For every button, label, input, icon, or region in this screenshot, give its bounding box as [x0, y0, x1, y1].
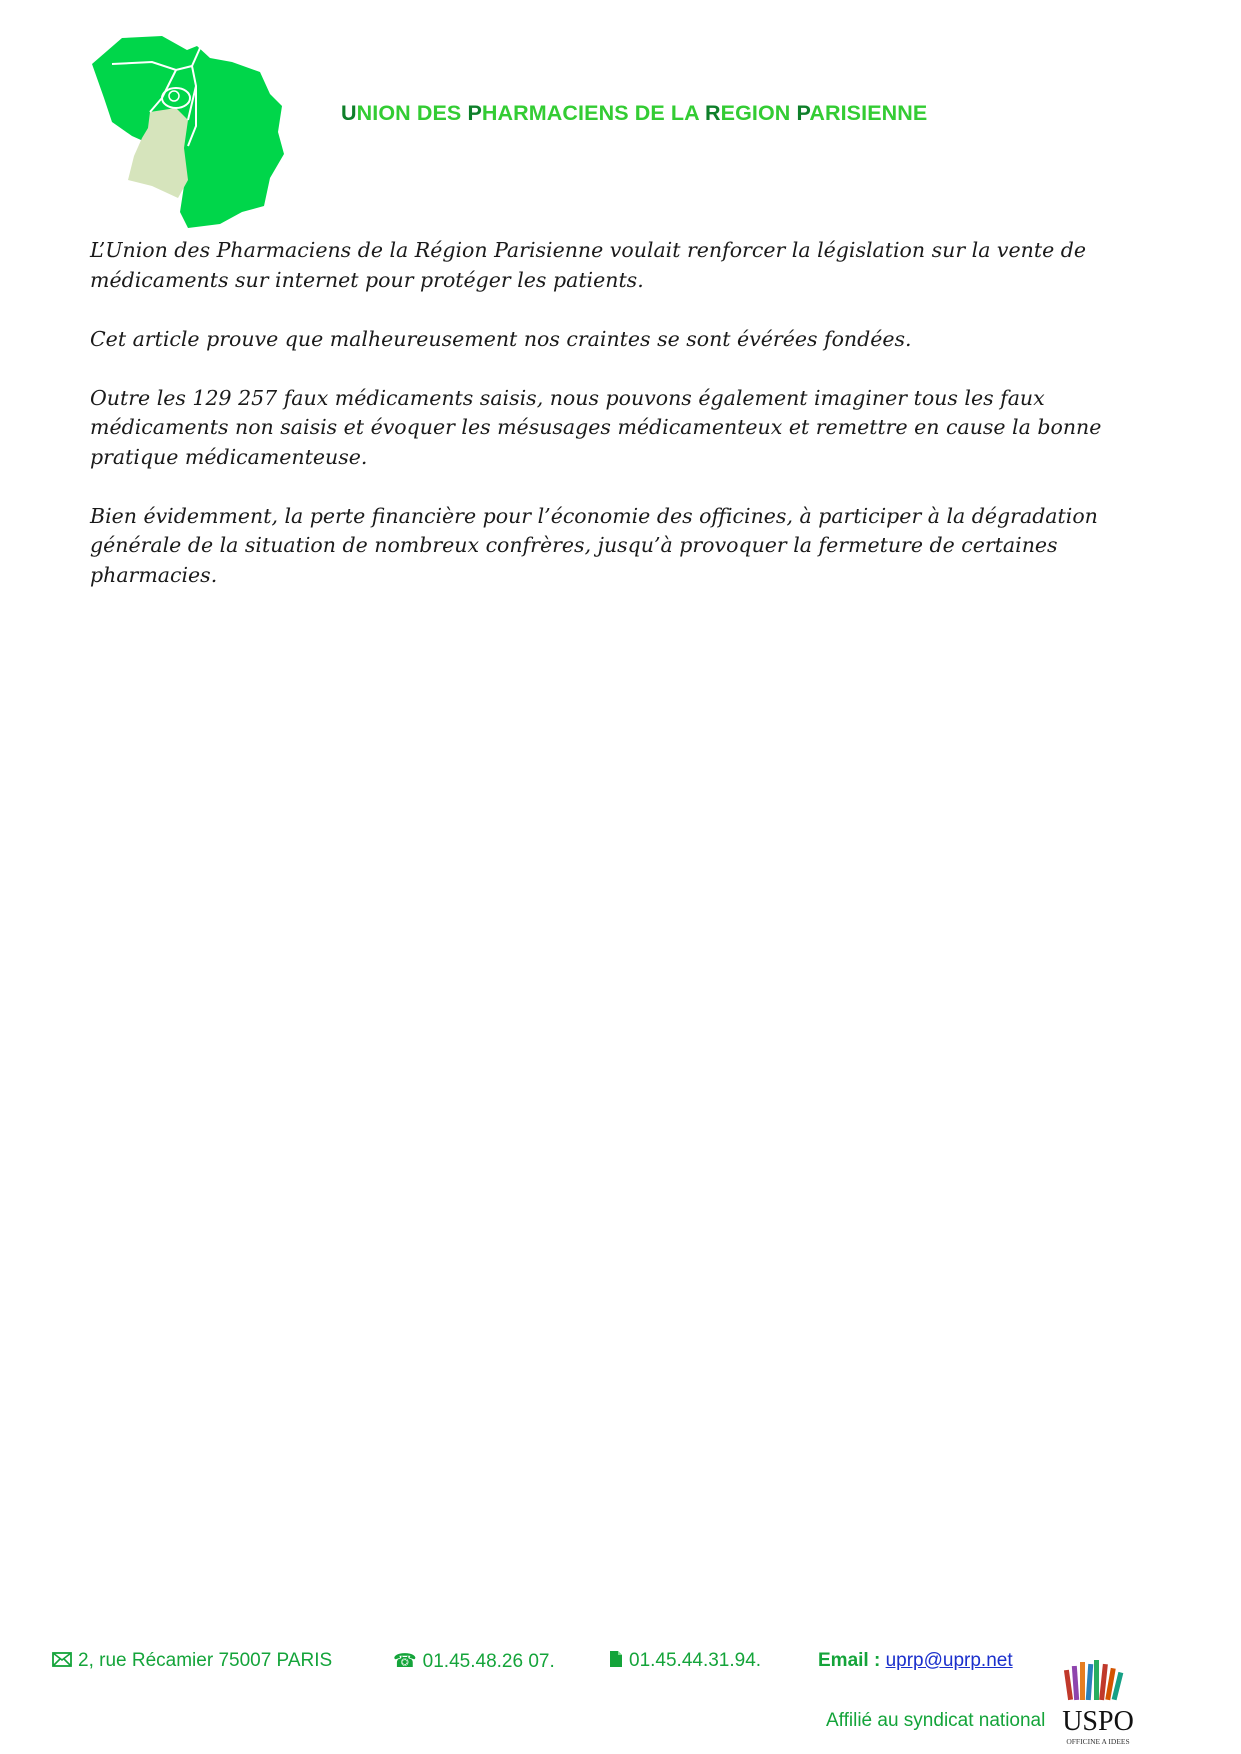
email-label: Email : [818, 1650, 881, 1671]
uspo-tagline: OFFICINE A IDEES [1066, 1737, 1130, 1746]
footer-address [52, 1650, 332, 1672]
footer-email [818, 1650, 1013, 1672]
title-initial: R [704, 101, 721, 125]
footer-phone [393, 1650, 555, 1673]
telephone-icon: ☎ [393, 1651, 417, 1672]
envelope-icon [52, 1652, 72, 1667]
fax-icon [609, 1650, 623, 1668]
title-initial: P [796, 101, 810, 125]
letter-body [90, 236, 1160, 620]
address-text: 2, rue Récamier 75007 PARIS [78, 1650, 333, 1671]
title-part: NION DES [356, 101, 468, 125]
fax-text: 01.45.44.31.94. [629, 1650, 762, 1671]
body-paragraph: Outre les 129 257 faux médicaments saisis, nous pouvons également imaginer tous les faux médicaments non saisis et évoquer les mésusages médicamenteux et remettre en cause la bonne pratique médicamenteuse. [90, 385, 1102, 469]
footer-fax [609, 1650, 761, 1672]
uspo-wordmark: USPO [1062, 1706, 1134, 1737]
organization-title [341, 101, 927, 126]
uspo-bars-icon [1064, 1660, 1123, 1700]
email-link[interactable]: uprp@uprp.net [885, 1650, 1013, 1671]
title-part: EGION [720, 101, 797, 125]
affiliation-text: Affilié au syndicat national [826, 1710, 1046, 1731]
uspo-logo [1056, 1658, 1140, 1750]
phone-text: 01.45.48.26 07. [422, 1651, 555, 1672]
title-initial: P [467, 101, 482, 125]
body-paragraph: Cet article prouve que malheureusement nos craintes se sont évérées fondées. [90, 326, 912, 351]
body-paragraph: L’Union des Pharmaciens de la Région Parisienne voulait renforcer la législation sur la vente de médicaments sur internet pour protéger les patients. [90, 238, 1086, 292]
ile-de-france-map-icon [92, 36, 316, 230]
title-initial: U [341, 101, 357, 125]
title-part: ARISIENNE [809, 101, 928, 125]
footer [0, 1650, 1241, 1754]
body-paragraph: Bien évidemment, la perte financière pour l’économie des officines, à participer à la dégradation générale de la situation de nombreux confrères, jusqu’à provoquer la fermeture de certaines pharmacies. [90, 503, 1098, 587]
title-part: HARMACIENS DE LA [481, 101, 705, 125]
